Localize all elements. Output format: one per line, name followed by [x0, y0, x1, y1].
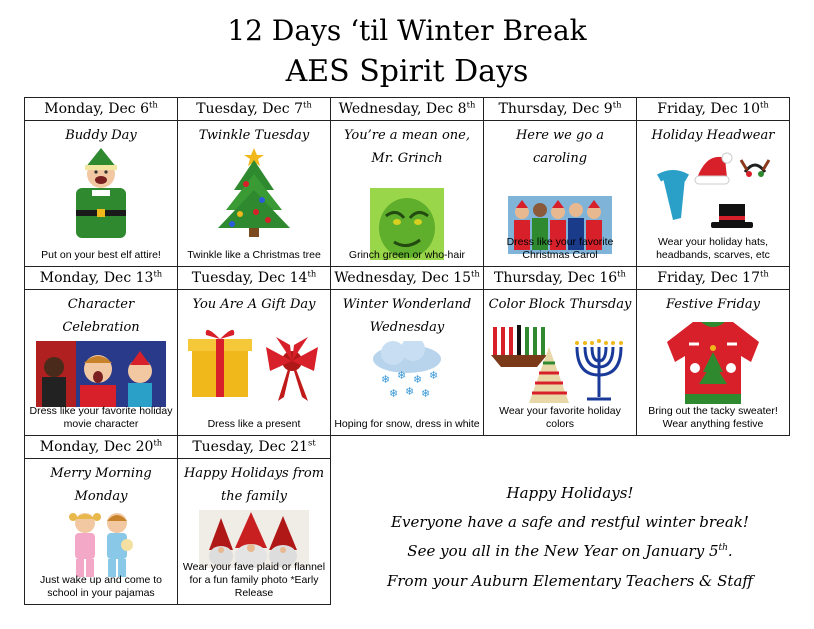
day-header: Friday, Dec 17th: [637, 267, 790, 290]
svg-text:❄: ❄: [429, 369, 439, 382]
day-header: Tuesday, Dec 21st: [178, 436, 331, 459]
movie-characters-icon: [25, 340, 177, 408]
svg-text:❄: ❄: [405, 385, 415, 398]
christmas-tree-icon: [178, 143, 330, 239]
day-cell: [25, 459, 178, 605]
day-theme: Here we go a caroling: [515, 128, 605, 166]
day-description: Just wake up and come to school in your pajamas: [40, 574, 162, 599]
header-row: [25, 436, 790, 459]
day-header: Friday, Dec 10th: [637, 98, 790, 121]
day-header: Monday, Dec 13th: [25, 267, 178, 290]
page-subtitle: AES Spirit Days: [285, 54, 529, 89]
day-cell: [178, 121, 331, 267]
svg-text:❄: ❄: [381, 373, 391, 386]
day-description: Wear your favorite holiday colors: [499, 405, 621, 430]
day-theme: Happy Holidays from the family: [183, 466, 325, 504]
day-theme: Color Block Thursday: [488, 297, 632, 312]
day-theme: Twinkle Tuesday: [198, 128, 310, 143]
elf-icon: [25, 147, 177, 239]
gift-icon: [178, 320, 330, 408]
svg-text:❄: ❄: [397, 369, 407, 382]
day-cell: [637, 121, 790, 267]
day-description: Wear your fave plaid or flannel for a fun family photo *Early Release: [182, 561, 326, 599]
day-cell: [484, 121, 637, 267]
pajama-kids-icon: [25, 509, 177, 579]
day-theme: Holiday Headwear: [651, 128, 775, 143]
day-header: Tuesday, Dec 7th: [178, 98, 331, 121]
day-header: Wednesday, Dec 8th: [331, 98, 484, 121]
day-cell: [637, 290, 790, 436]
day-cell: [178, 290, 331, 436]
snow-cloud-icon: [331, 340, 483, 400]
day-theme: Buddy Day: [65, 128, 137, 143]
day-description: Dress like your favorite Christmas Carol: [506, 236, 614, 261]
day-row: [25, 121, 790, 267]
day-cell: [178, 459, 331, 605]
day-cell: [331, 290, 484, 436]
day-theme: Character Celebration: [62, 297, 140, 335]
day-header: Wednesday, Dec 15th: [331, 267, 484, 290]
day-description: Put on your best elf attire!: [41, 249, 161, 261]
candles-icon: [484, 316, 636, 408]
day-row: [25, 290, 790, 436]
day-description: Grinch green or who-hair: [348, 249, 466, 261]
svg-text:❄: ❄: [413, 373, 423, 386]
day-theme: Merry Morning Monday: [50, 466, 152, 504]
day-description: Dress like your favorite holiday movie character: [29, 405, 173, 430]
day-header: Thursday, Dec 9th: [484, 98, 637, 121]
closing-signature: From your Auburn Elementary Teachers & Staff: [386, 572, 754, 590]
headwear-icon: [637, 147, 789, 237]
header-row: [25, 267, 790, 290]
svg-text:❄: ❄: [389, 387, 399, 399]
svg-text:❄: ❄: [421, 387, 431, 399]
day-description: Dress like a present: [207, 418, 301, 430]
day-description: Wear your holiday hats, headbands, scarves, etc: [656, 236, 770, 261]
day-theme: You’re a mean one, Mr. Grinch: [343, 128, 470, 166]
closing-line: See you all in the New Year on January 5th.: [407, 542, 733, 560]
day-theme: You Are A Gift Day: [192, 297, 316, 312]
day-cell: [25, 121, 178, 267]
day-cell: [25, 290, 178, 436]
day-header: Monday, Dec 6th: [25, 98, 178, 121]
day-header: Thursday, Dec 16th: [484, 267, 637, 290]
closing-line: Happy Holidays!: [506, 484, 634, 502]
day-theme: Winter Wonderland Wednesday: [342, 297, 472, 335]
empty-cell: [484, 436, 637, 459]
day-theme: Festive Friday: [665, 297, 761, 312]
closing-line: Everyone have a safe and restful winter break!: [391, 513, 749, 531]
day-cell: [484, 290, 637, 436]
day-header: Monday, Dec 20th: [25, 436, 178, 459]
day-header: Tuesday, Dec 14th: [178, 267, 331, 290]
day-cell: [331, 121, 484, 267]
day-description: Bring out the tacky sweater! Wear anything festive: [648, 405, 778, 430]
header-row: [25, 98, 790, 121]
empty-cell: [637, 436, 790, 459]
gnomes-icon: [178, 509, 330, 569]
page-title: 12 Days ‘til Winter Break: [227, 14, 587, 47]
day-description: Hoping for snow, dress in white: [334, 418, 480, 430]
day-description: Twinkle like a Christmas tree: [187, 249, 321, 261]
ugly-sweater-icon: [637, 316, 789, 408]
empty-cell: [331, 436, 484, 459]
